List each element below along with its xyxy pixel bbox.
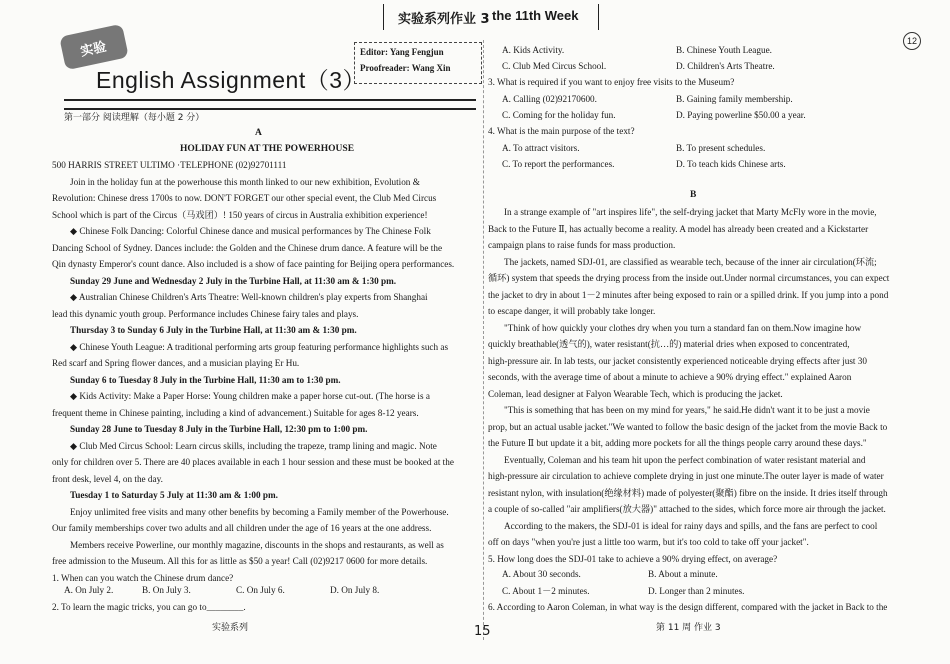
page-title: English Assignment（3） xyxy=(96,67,367,93)
q5-option-a: A. About 30 seconds. xyxy=(502,569,581,579)
passage-a-line: frequent theme in Chinese painting, including a kind of advancement.) Suitable for ages 8-12 years. xyxy=(52,407,419,418)
passage-a-line: front desk, level 4, on the day. xyxy=(52,473,163,484)
passage-b-line: off on days "when you're just a little too warm, but it's too cold to take off your jacket". xyxy=(488,537,809,547)
passage-a-line: Sunday 28 June to Tuesday 8 July in the Turbine Hall, 12:30 pm to 1:00 pm. xyxy=(70,424,368,434)
passage-a-line: 1. When can you watch the Chinese drum dance? xyxy=(52,572,234,583)
q1-option-a: A. On July 2. xyxy=(64,585,114,595)
question-6: 6. According to Aaron Coleman, in what way is the design different, compared with the jacket in Back to the xyxy=(488,602,888,612)
passage-b-line: campaign plans to raise funds for mass production. xyxy=(488,240,676,250)
passage-b-line: "This is something that has been on my mind for years," he said.He didn't want it to be just a movie xyxy=(504,405,870,415)
header-week: the 11th Week xyxy=(492,8,579,23)
passage-a-line: ◆ Australian Chinese Children's Arts Theatre: Well-known children's play experts from Shanghai xyxy=(70,292,428,302)
passage-b-line: According to the makers, the SDJ-01 is ideal for rainy days and spills, and the fans are perfect to cool xyxy=(504,520,878,531)
passage-a-line: Revolution: Chinese dress 1700s to now. DON'T FORGET our other special event, the Club Med Circus xyxy=(52,193,437,203)
title-rule xyxy=(64,99,476,110)
passage-a-line: Join in the holiday fun at the powerhouse this month linked to our new exhibition, Evolution & xyxy=(70,176,420,187)
passage-a-title: HOLIDAY FUN AT THE POWERHOUSE xyxy=(180,144,355,154)
header-title: 实验系列作业 3 xyxy=(398,12,490,27)
passage-b-line: the jacket to dry in about 1－2 minutes after being exposed to rain or a spilled drink. If you jump into a pond xyxy=(488,289,889,300)
passage-b-line: high-pressure air circulation to achieve complete drying in just one minute.The outer layer is made of water xyxy=(488,471,884,481)
passage-a-line: Sunday 29 June and Wednesday 2 July in the Turbine Hall, at 11:30 am & 1:30 pm. xyxy=(70,275,397,286)
passage-a-line: Members receive Powerline, our monthly magazine, discounts in the shops and restaurants, as well as xyxy=(70,539,444,550)
q5-option-b: B. About a minute. xyxy=(648,569,718,579)
passage-a-question-line: 4. What is the main purpose of the text? xyxy=(488,126,635,136)
q5-option-c: C. About 1－2 minutes. xyxy=(502,586,590,596)
proofreader: Proofreader: Wang Xin xyxy=(360,63,451,73)
passage-b-line: In a strange example of "art inspires life", the self-drying jacket that Marty McFly wore in the movie, xyxy=(504,207,877,217)
passage-a-question-line: A. To attract visitors. xyxy=(502,143,580,153)
footer-right: 第 11 周 作业 3 xyxy=(656,623,721,633)
passage-b-line: prop, but an actual usable jacket."We wanted to follow the basic design of the jacket from the movie Back to xyxy=(488,421,888,432)
passage-a-line: ◆ Club Med Circus School: Learn circus skills, including the trapeze, tramp lining and magic. Note xyxy=(70,440,437,451)
passage-a-question-line: B. Gaining family membership. xyxy=(676,94,793,104)
passage-a-question-line: B. Chinese Youth League. xyxy=(676,45,772,55)
passage-a-line: Sunday 6 to Tuesday 8 July in the Turbine Hall, 11:30 am to 1:30 pm. xyxy=(70,374,341,385)
passage-b-line: to escape danger, it will probably take longer. xyxy=(488,306,656,316)
passage-b-label: B xyxy=(690,190,697,200)
passage-b-line: seconds, with the average time of about a minute to achieve a 90% drying effect." explained Aaron xyxy=(488,372,852,382)
passage-a-line: lead this dynamic youth group. Performance includes Chinese fairy tales and plays. xyxy=(52,308,359,319)
passage-b-line: "Think of how quickly your clothes dry when you turn a standard fan on them.Now imagine how xyxy=(504,322,862,333)
passage-a-line: Our family memberships cover two adults and all children under the age of 16 years at the one address. xyxy=(52,523,432,533)
passage-a-line: Red scarf and Spring flower dances, and a musician playing Er Hu. xyxy=(52,358,300,368)
q1-option-c: C. On July 6. xyxy=(236,585,285,595)
passage-b-line: Eventually, Coleman and his team hit upon the perfect combination of water resistant material and xyxy=(504,454,866,465)
passage-b-line: the Future Ⅱ but update it a bit, adding more pockets for all the things people carry around these days." xyxy=(488,438,867,448)
page-corner-mark: 12 xyxy=(903,32,921,50)
passage-a-line: Enjoy unlimited free visits and many other benefits by becoming a Family member of the Powerhouse. xyxy=(70,506,449,517)
passage-a-question-line: D. Children's Arts Theatre. xyxy=(676,61,775,71)
question-2: 2. To learn the magic tricks, you can go to________. xyxy=(52,602,246,612)
passage-a-line: ◆ Chinese Youth League: A traditional performing arts group featuring performance highlights such as xyxy=(70,341,449,352)
footer-left: 实验系列 xyxy=(212,623,249,633)
passage-a-line: 500 HARRIS STREET ULTIMO ·TELEPHONE (02)92701111 xyxy=(52,160,287,170)
passage-a-line: School which is part of the Circus（马戏团）! 150 years of circus in Australia exhibition experience! xyxy=(52,209,428,220)
passage-a-question-line: D. To teach kids Chinese arts. xyxy=(676,159,786,169)
q1-option-b: B. On July 3. xyxy=(142,585,191,595)
passage-b-line: resistant nylon, with insulation(绝缘材料) made of polyester(聚酯) fibre on the inside. It dries itself through xyxy=(488,487,888,498)
passage-a-line: Tuesday 1 to Saturday 5 July at 11:30 am & 1:00 pm. xyxy=(70,490,278,500)
passage-a-question-line: A. Kids Activity. xyxy=(502,45,565,55)
passage-a-line: Dancing School of Sydney. Dances include: the Golden and the Chinese drum dance. A feature will be the xyxy=(52,242,443,253)
passage-b-line: 循环) system that speeds the drying process from the inside out.Under normal circumstances, you can expect xyxy=(488,273,890,283)
column-divider xyxy=(483,40,485,640)
passage-a-line: only for children over 5. There are 40 places available in each 1 hour session and these must be booked at the xyxy=(52,457,454,467)
passage-a-line: ◆ Kids Activity: Make a Paper Horse: Young children make a paper horse cut-out. (The horse is a xyxy=(70,391,430,401)
passage-a-question-line: D. Paying powerline $50.00 a year. xyxy=(676,110,806,120)
passage-a-question-line: C. To report the performances. xyxy=(502,159,615,169)
passage-b-line: high-pressure air. In lab tests, our jacket consistently experienced noticeable drying effects after just 30 xyxy=(488,355,867,366)
passage-b-line: The jackets, named SDJ-01, are classified as wearable tech, because of the inner air circulation(环流; xyxy=(504,256,877,267)
section-heading: 第一部分 阅读理解（每小题 2 分） xyxy=(64,113,205,123)
passage-a-question-line: 3. What is required if you want to enjoy free visits to the Museum? xyxy=(488,77,735,87)
passage-b-line: 5. How long does the SDJ-01 take to achieve a 90% drying effect, on average? xyxy=(488,553,778,564)
passage-b-line: quickly breathable(透气的), water resistant(抗…的) material dries when exposed to concentrated, xyxy=(488,339,850,349)
passage-a-line: Qin dynasty Emperor's count dance. Also included is a show of face painting for Beijing opera performances. xyxy=(52,259,455,269)
logo-text: 实验 xyxy=(79,39,108,60)
passage-a-line: ◆ Chinese Folk Dancing: Colorful Chinese dance and musical performances by The Chinese Folk xyxy=(70,226,431,236)
editor: Editor: Yang Fengjun xyxy=(360,47,444,57)
passage-a-question-line: C. Club Med Circus School. xyxy=(502,61,607,71)
passage-a-line: free admission to the Museum. All this for as little as $50 a year! Call (02)9217 0600 for more details. xyxy=(52,556,428,566)
footer-page-number: 15 xyxy=(474,624,491,639)
passage-b-line: Coleman, lead designer at Falyon Wearable Tech, which is producing the jacket. xyxy=(488,388,783,399)
q1-option-d: D. On July 8. xyxy=(330,585,380,595)
passage-a-question-line: A. Calling (02)92170600. xyxy=(502,94,597,104)
passage-b-line: a couple of so-called "air amplifiers(放大器)" attached to the sides, which force more air through the jacket. xyxy=(488,504,886,514)
q5-option-d: D. Longer than 2 minutes. xyxy=(648,586,745,596)
passage-a-question-line: B. To present schedules. xyxy=(676,143,766,153)
passage-a-line: Thursday 3 to Sunday 6 July in the Turbine Hall, at 11:30 am & 1:30 pm. xyxy=(70,325,357,335)
passage-b-line: Back to the Future Ⅱ, has actually become a reality. A model has already been created and a Kickstarter xyxy=(488,223,869,234)
passage-a-label: A xyxy=(255,128,262,138)
passage-a-question-line: C. Coming for the holiday fun. xyxy=(502,110,616,120)
